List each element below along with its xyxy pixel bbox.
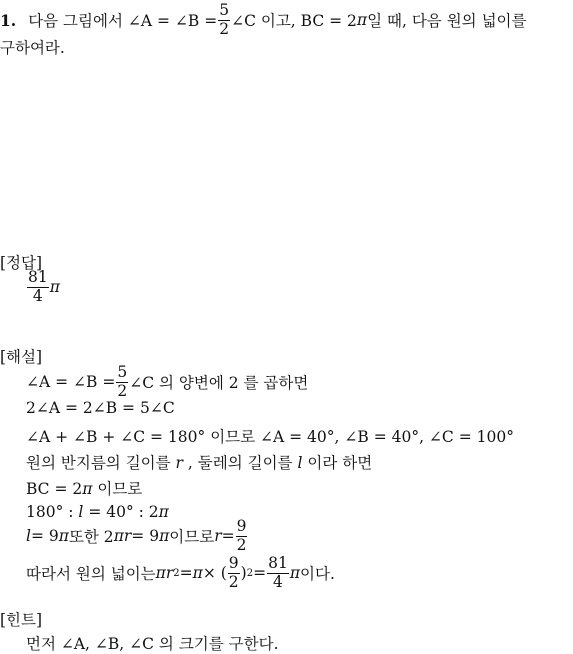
solution-header: [해설] [0, 348, 43, 366]
problem-text-3: 일 때, 다음 원의 넓이를 [367, 12, 527, 30]
solution-line-2: 2∠A = 2∠B = 5∠C [26, 399, 175, 417]
problem-text-1: 다음 그림에서 ∠A = ∠B = [28, 12, 218, 30]
solution-line-3: ∠A + ∠B + ∠C = 180° 이므로 ∠A = 40°, ∠B = 40°, ∠C = 100° [26, 428, 514, 446]
solution-line-1: ∠A = ∠B = $\frac{5}{2}$ ∠C 의 양변에 2 를 곱하면 [26, 363, 309, 400]
hint-header: [힌트] [0, 611, 43, 629]
solution-line-8: 따라서 원의 넓이는 π r 2 = π × ( $\frac{9}{2}$ ) 2 = $\frac{81}{4}$ π 이다. [26, 554, 335, 591]
solution-line-7: l = 9 π 또한 2 π r = 9 π 이므로 r = $\frac{9}{2}$ [26, 517, 247, 554]
hint-text: 먼저 ∠A, ∠B, ∠C 의 크기를 구한다. [26, 635, 279, 653]
solution-line-4: 원의 반지름의 길이를 r , 둘레의 길이를 l 이라 하면 [26, 454, 373, 472]
problem-fraction: $\frac{5}{2}$ [219, 1, 230, 38]
answer-header: [정답] [0, 254, 43, 272]
problem-number: 1. [0, 10, 17, 30]
problem-line-1: 1. 다음 그림에서 ∠A = ∠B = $\frac{5}{2}$ ∠C 이고, BC = 2 π 일 때, 다음 원의 넓이를 [0, 1, 527, 38]
problem-text-2: ∠C 이고, BC = 2 [231, 12, 357, 30]
answer-value: $\frac{81}{4}$ π [28, 268, 60, 305]
solution-line-5: BC = 2π 이므로 [26, 480, 143, 498]
problem-line-2: 구하여라. [0, 39, 65, 57]
solution-line-6: 180° : l = 40° : 2π [26, 503, 169, 521]
